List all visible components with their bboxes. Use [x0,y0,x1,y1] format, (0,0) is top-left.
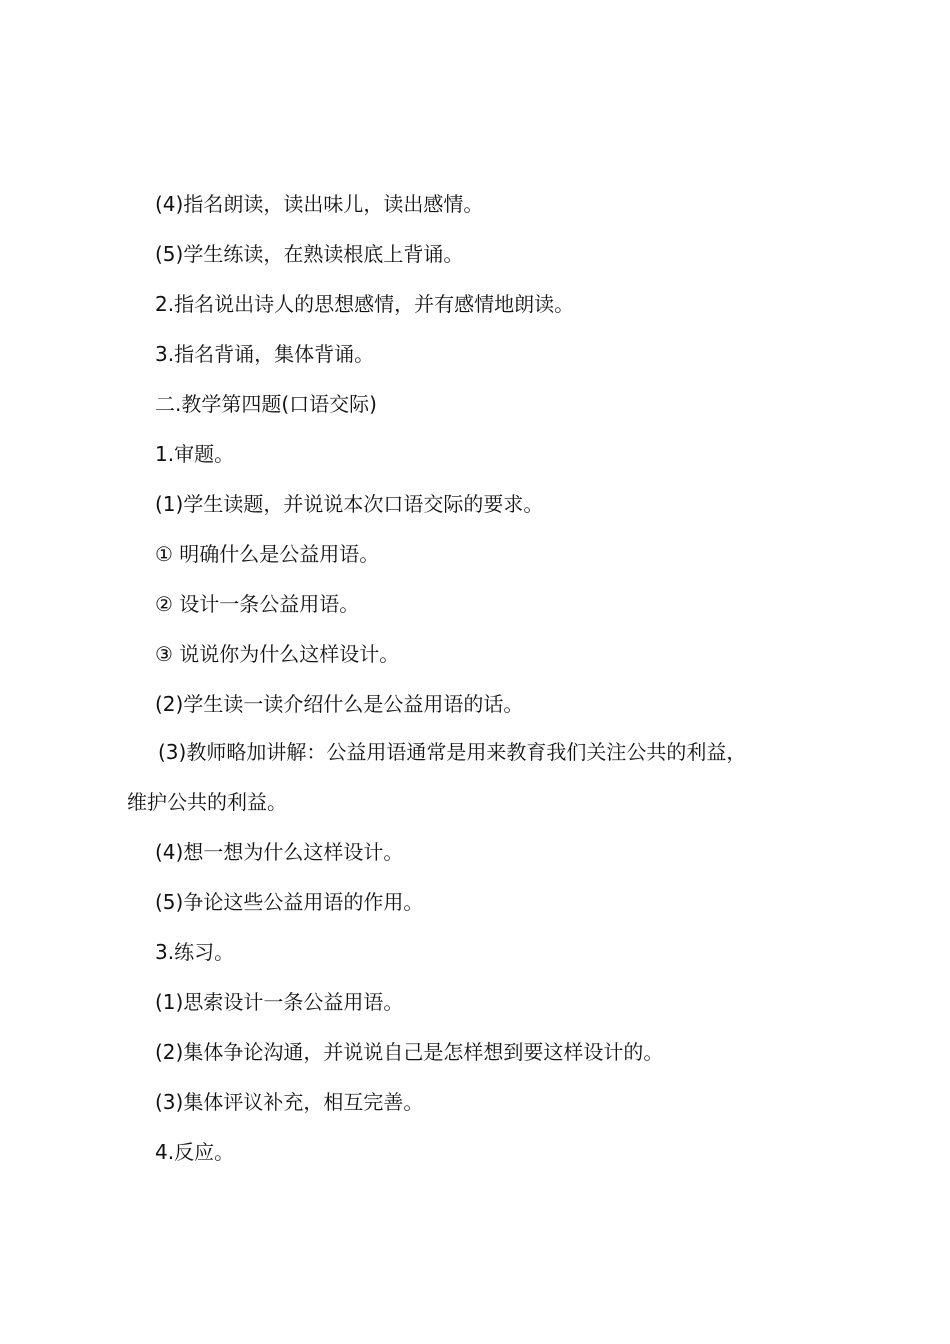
paragraph-line: (3)教师略加讲解：公益用语通常是用来教育我们关注公共的利益， [158,740,747,764]
paragraph-line: (4)指名朗读，读出味儿，读出感情。 [155,192,484,216]
paragraph-line: ① 明确什么是公益用语。 [155,542,380,566]
paragraph-line: 3.指名背诵，集体背诵。 [155,342,375,366]
paragraph-line: (1)思索设计一条公益用语。 [155,990,404,1014]
paragraph-line: 3.练习。 [155,940,235,964]
paragraph-line: (2)学生读一读介绍什么是公益用语的话。 [155,692,524,716]
paragraph-line: ③ 说说你为什么这样设计。 [155,642,400,666]
paragraph-line: 2.指名说出诗人的思想感情，并有感情地朗读。 [155,292,575,316]
paragraph-line: (1)学生读题，并说说本次口语交际的要求。 [155,492,544,516]
paragraph-line: 4.反应。 [155,1140,235,1164]
paragraph-line-continuation: 维护公共的利益。 [127,790,287,814]
paragraph-line: (4)想一想为什么这样设计。 [155,840,404,864]
paragraph-line: 1.审题。 [155,442,235,466]
paragraph-line: (3)集体评议补充，相互完善。 [155,1090,424,1114]
paragraph-line: (5)学生练读，在熟读根底上背诵。 [155,242,464,266]
paragraph-line: (5)争论这些公益用语的作用。 [155,890,424,914]
section-heading: 二.教学第四题(口语交际) [155,392,377,416]
paragraph-line: ② 设计一条公益用语。 [155,592,360,616]
paragraph-line: (2)集体争论沟通，并说说自己是怎样想到要这样设计的。 [155,1040,664,1064]
